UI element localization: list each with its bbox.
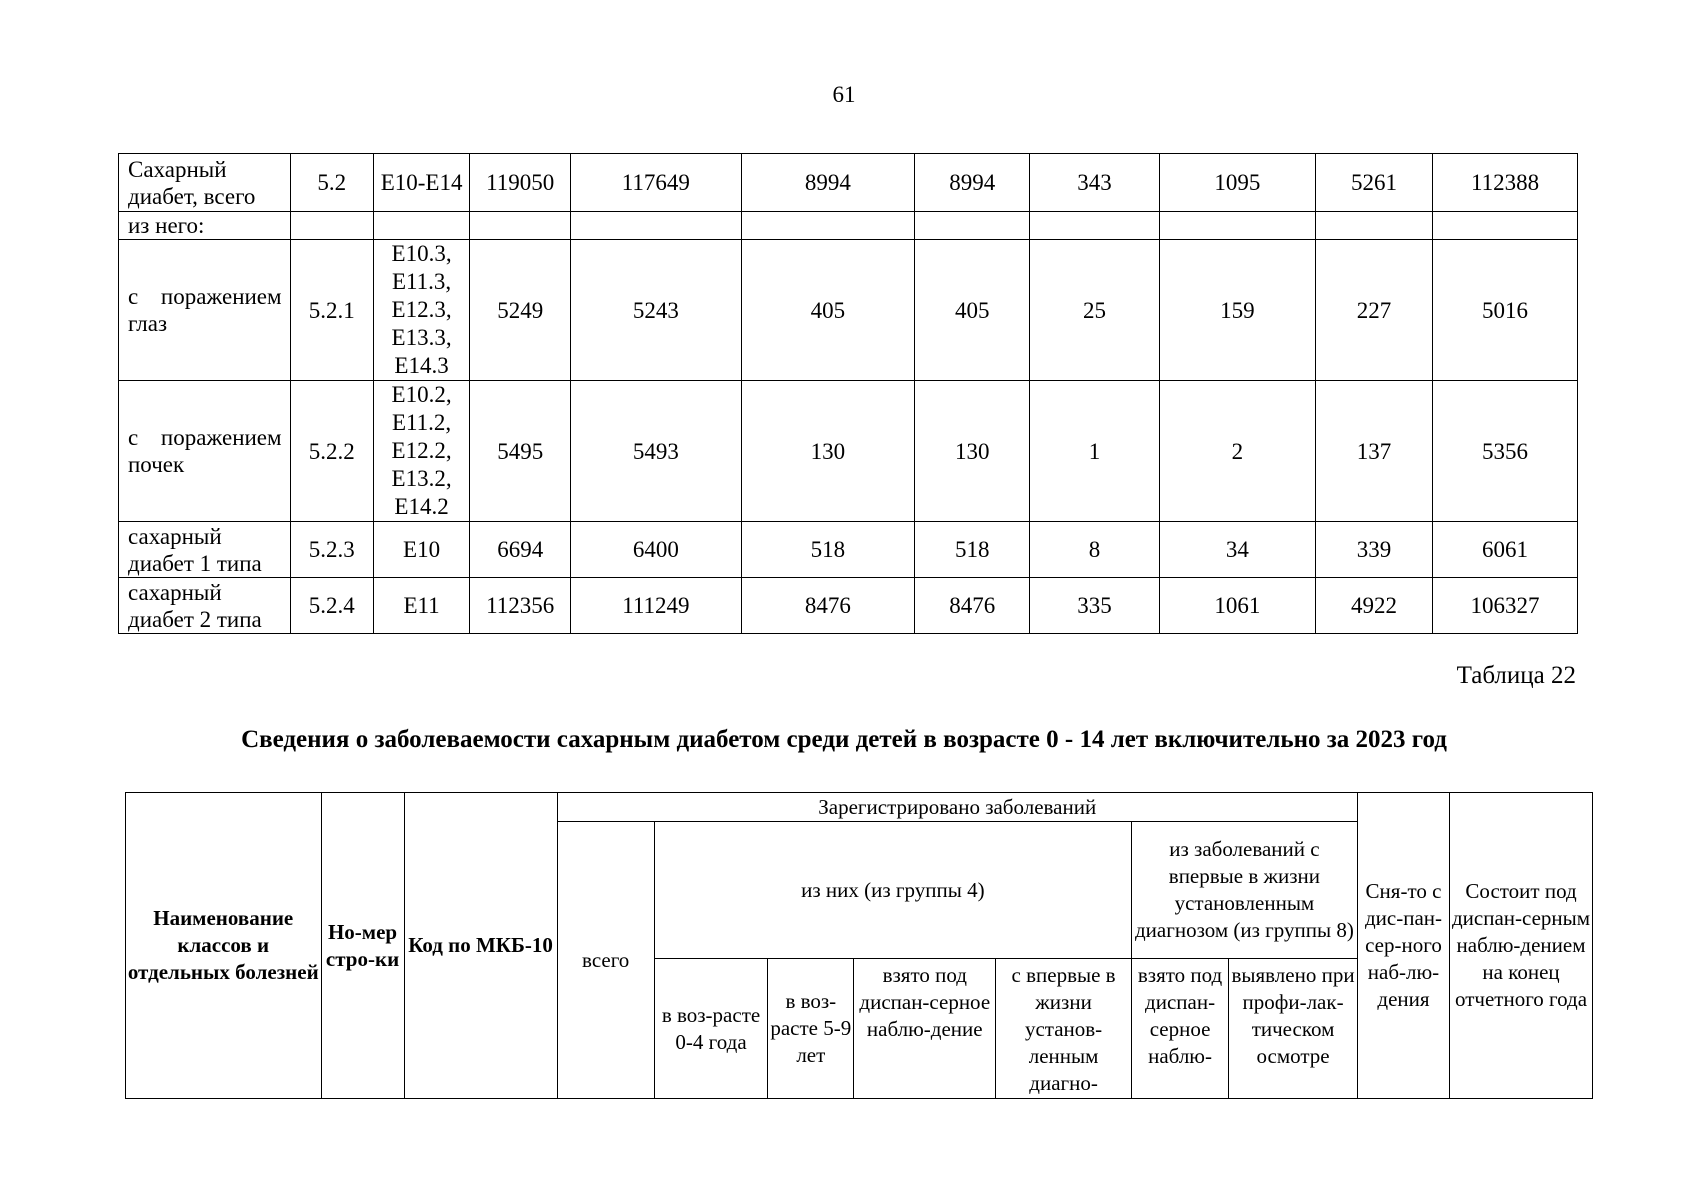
row-value-col-4: 6694 (470, 522, 571, 578)
row-value-col-11 (1433, 212, 1578, 240)
row-value-col-8: 8 (1030, 522, 1159, 578)
row-value-col-10: 339 (1315, 522, 1432, 578)
row-value-col-7 (915, 212, 1030, 240)
row-value-col-7: 8476 (915, 578, 1030, 634)
header-prof-exam: выявлено при профи-лак-тическом осмотре (1229, 959, 1358, 1099)
row-icd-code: E10 (373, 522, 470, 578)
header-first-diagnosis: с впервые в жизни установ-ленным диагно- (996, 959, 1132, 1099)
row-value-col-8: 343 (1030, 154, 1159, 212)
row-value-col-10: 5261 (1315, 154, 1432, 212)
table-row (119, 522, 1578, 578)
row-value-col-6: 8476 (741, 578, 915, 634)
table-row (119, 154, 1578, 212)
header-first-time: из заболеваний с впервые в жизни установленным диагнозом (из группы 8) (1131, 822, 1357, 959)
row-value-col-11: 5356 (1433, 381, 1578, 522)
row-value-col-5 (571, 212, 742, 240)
header-line-number: Но-мер стро-ки (321, 793, 404, 1099)
header-taken-disp-2: взято под диспан-серное наблю- (1131, 959, 1228, 1099)
header-taken-disp: взято под диспан-серное наблю-дение (854, 959, 996, 1099)
row-value-col-7: 130 (915, 381, 1030, 522)
row-value-col-5: 5493 (571, 381, 742, 522)
row-value-col-6: 405 (741, 240, 915, 381)
row-value-col-6 (741, 212, 915, 240)
row-value-col-11: 5016 (1433, 240, 1578, 381)
row-value-col-5: 111249 (571, 578, 742, 634)
row-value-col-7: 518 (915, 522, 1030, 578)
row-line-number: 5.2.4 (290, 578, 373, 634)
row-value-col-4: 112356 (470, 578, 571, 634)
row-value-col-5: 6400 (571, 522, 742, 578)
row-value-col-7: 405 (915, 240, 1030, 381)
row-icd-code: E11 (373, 578, 470, 634)
row-icd-code: E10.3, E11.3, E12.3, E13.3, E14.3 (373, 240, 470, 381)
header-name: Наименование классов и отдельных болезней (126, 793, 322, 1099)
row-line-number: 5.2.1 (290, 240, 373, 381)
header-registered: Зарегистрировано заболеваний (557, 793, 1357, 822)
row-value-col-10: 4922 (1315, 578, 1432, 634)
row-value-col-4: 119050 (470, 154, 571, 212)
header-total: всего (557, 822, 654, 1099)
row-value-col-9: 1095 (1159, 154, 1315, 212)
row-icd-code: E10.2, E11.2, E12.2, E13.2, E14.2 (373, 381, 470, 522)
row-name: сахарный диабет 2 типа (119, 578, 291, 634)
row-value-col-6: 518 (741, 522, 915, 578)
row-name: с поражением глаз (119, 240, 291, 381)
row-name: из него: (119, 212, 291, 240)
row-value-col-4: 5495 (470, 381, 571, 522)
row-value-col-10 (1315, 212, 1432, 240)
row-value-col-4: 5249 (470, 240, 571, 381)
table-row (119, 240, 1578, 381)
row-value-col-8: 335 (1030, 578, 1159, 634)
row-value-col-11: 112388 (1433, 154, 1578, 212)
row-value-col-8: 25 (1030, 240, 1159, 381)
table-22-header (125, 792, 1593, 1099)
row-value-col-6: 8994 (741, 154, 915, 212)
row-value-col-10: 227 (1315, 240, 1432, 381)
table-title: Сведения о заболеваемости сахарным диабетом среди детей в возрасте 0 - 14 лет включительно за 2023 год (241, 726, 1447, 753)
row-value-col-8 (1030, 212, 1159, 240)
header-of-them: из них (из группы 4) (654, 822, 1131, 959)
row-value-col-7: 8994 (915, 154, 1030, 212)
row-name: Сахарный диабет, всего (119, 154, 291, 212)
row-line-number (290, 212, 373, 240)
row-line-number: 5.2 (290, 154, 373, 212)
table-row (119, 578, 1578, 634)
header-age-5-9: в воз-расте 5-9 лет (768, 959, 854, 1099)
row-name: с поражением почек (119, 381, 291, 522)
diabetes-continuation-table (118, 153, 1578, 634)
row-value-col-4 (470, 212, 571, 240)
page-number: 61 (832, 82, 856, 107)
row-icd-code: E10-E14 (373, 154, 470, 212)
row-value-col-9: 1061 (1159, 578, 1315, 634)
row-value-col-11: 106327 (1433, 578, 1578, 634)
header-icd-code: Код по МКБ-10 (404, 793, 557, 1099)
row-value-col-9: 2 (1159, 381, 1315, 522)
row-line-number: 5.2.2 (290, 381, 373, 522)
row-value-col-5: 117649 (571, 154, 742, 212)
table-row (119, 212, 1578, 240)
table-label: Таблица 22 (1456, 662, 1576, 689)
row-value-col-9: 159 (1159, 240, 1315, 381)
row-value-col-8: 1 (1030, 381, 1159, 522)
row-value-col-10: 137 (1315, 381, 1432, 522)
header-age-0-4: в воз-расте 0-4 года (654, 959, 767, 1099)
row-value-col-6: 130 (741, 381, 915, 522)
row-line-number: 5.2.3 (290, 522, 373, 578)
table-row (119, 381, 1578, 522)
header-consists: Состоит под диспан-серным наблю-дением на конец отчетного года (1450, 793, 1593, 1099)
row-value-col-9 (1159, 212, 1315, 240)
header-removed: Сня-то с дис-пан-сер-ного наб-лю-дения (1357, 793, 1449, 1099)
row-value-col-9: 34 (1159, 522, 1315, 578)
row-name: сахарный диабет 1 типа (119, 522, 291, 578)
row-value-col-11: 6061 (1433, 522, 1578, 578)
row-icd-code (373, 212, 470, 240)
row-value-col-5: 5243 (571, 240, 742, 381)
